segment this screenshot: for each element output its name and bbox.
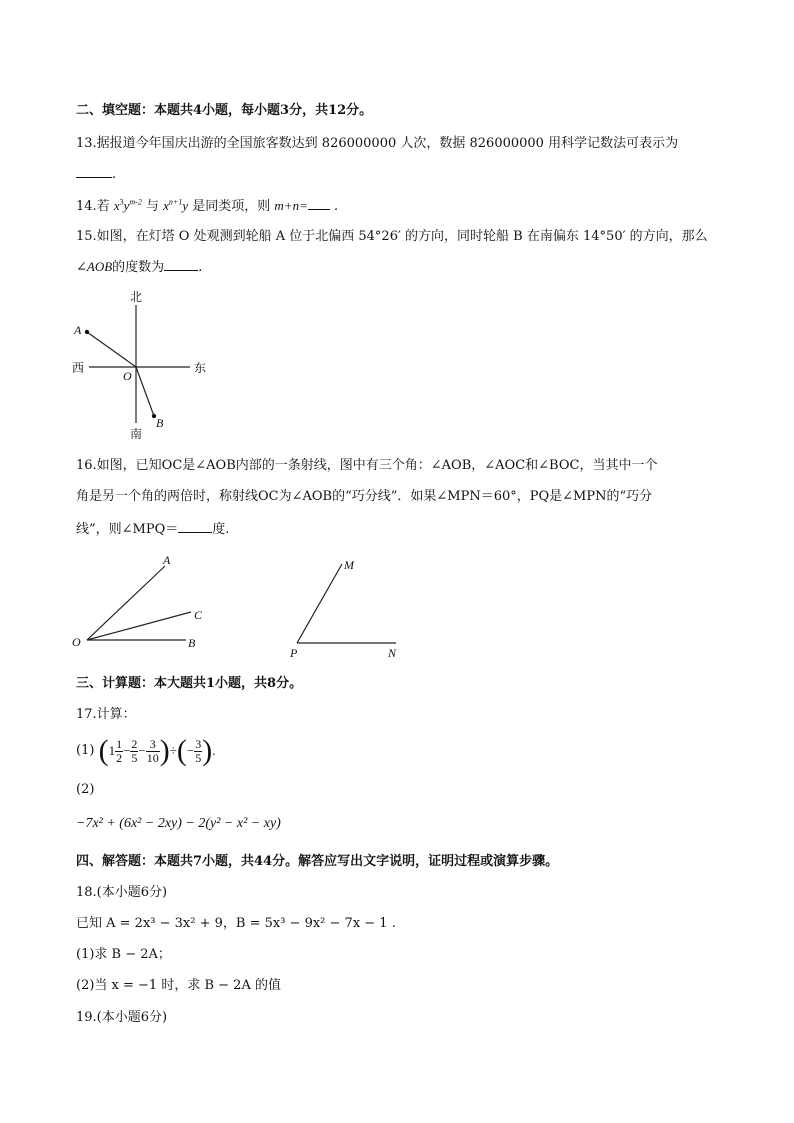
label-a: A (163, 553, 171, 567)
label-p: P (290, 646, 298, 660)
label-south: 南 (130, 427, 143, 441)
question-16-text-3: 线”，则∠MPQ＝ 度. (76, 522, 230, 537)
angle-aob-figure (68, 553, 218, 653)
question-17-title: 17.计算： (76, 707, 136, 722)
section-4-header: 四、解答题：本题共7小题，共44分。解答应写出文字说明，证明过程或演算步骤。 (76, 854, 559, 869)
question-17-part-2-label: (2) (76, 782, 95, 797)
question-17-part-2-expression: −7x² + (6x² − 2xy) − 2(y² − x² − xy) (76, 816, 281, 831)
question-17-part-1: (1) (1 $\frac{1}{2}$ − $\frac{2}{5}$ − $\frac{3}{10}$ )÷(− $\frac{3}{5}$ ). (76, 734, 216, 767)
question-15-text: 15.如图，在灯塔 O 处观测到轮船 A 位于北偏西 54°26′ 的方向，同时轮船 B 在南偏东 14°50′ 的方向，那么 (76, 229, 708, 244)
ray-ob (136, 367, 154, 416)
section-3-header: 三、计算题：本大题共1小题，共8分。 (76, 676, 303, 691)
label-n: N (388, 646, 397, 660)
question-13-text: 13.据报道今年国庆出游的全国旅客数达到 826000000 人次，数据 826000000 用科学记数法可表示为 (76, 136, 679, 151)
label-o: O (72, 635, 81, 649)
angle-mpn-figure (286, 553, 416, 663)
label-m: M (344, 558, 354, 572)
question-16-text-2: 角是另一个角的两倍时，称射线OC为∠AOB的“巧分线”．如果∠MPN＝60°，PQ是∠MPN的“巧分 (76, 489, 653, 504)
question-13-answer-line: . (76, 165, 116, 184)
label-a: A (74, 323, 82, 337)
ray-oa (87, 332, 136, 367)
answer-blank (178, 520, 212, 533)
label-o: O (123, 369, 132, 383)
compass-figure (70, 288, 220, 444)
question-19-title: 19.(本小题6分) (76, 1010, 168, 1025)
answer-blank (308, 197, 330, 210)
label-b: B (156, 416, 164, 430)
question-16-text: 16.如图，已知OC是∠AOB内部的一条射线，图中有三个角：∠AOB，∠AOC和∠BOC，当其中一个 (76, 458, 658, 473)
ray-pm (297, 564, 342, 643)
label-c: C (194, 608, 203, 622)
label-west: 西 (72, 361, 85, 375)
answer-blank (76, 165, 112, 178)
question-18-part-2: (2)当 x = −1 时，求 B − 2A 的值 (76, 978, 281, 993)
section-2-header: 二、填空题：本题共4小题，每小题3分，共12分。 (76, 103, 373, 118)
question-14-text: 14.若 $x^3y^{m-2}$ 与 $x^{n+1}y$ 是同类项，则 m+n= . (76, 197, 339, 214)
question-18-part-1: (1)求 B − 2A； (76, 947, 171, 962)
label-b: B (188, 636, 196, 650)
question-18-given: 已知 A = 2x³ − 3x² + 9，B = 5x³ − 9x² − 7x − 1 . (76, 916, 396, 931)
label-north: 北 (130, 290, 143, 304)
question-15-text-2: ∠AOB的度数为 . (76, 259, 203, 275)
label-east: 东 (194, 361, 207, 375)
question-18-title: 18.(本小题6分) (76, 885, 168, 900)
point-a (85, 330, 89, 334)
answer-blank (164, 258, 198, 271)
